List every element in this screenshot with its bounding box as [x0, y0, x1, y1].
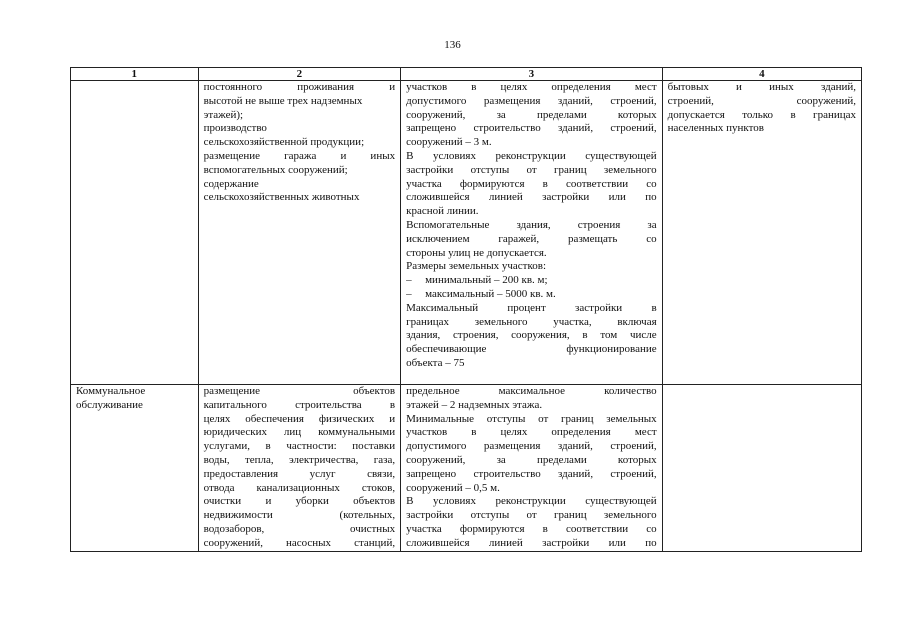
text-line: капитального строительства в [203, 398, 396, 411]
text-line: запрещено строительство зданий, строений, [406, 122, 657, 135]
text-line: сооружений – 3 м. [406, 136, 492, 149]
text-line: очистки и уборки объектов [203, 495, 396, 508]
text-line: водозаборов, очистных [203, 522, 396, 535]
list-item [406, 274, 657, 288]
column-header: 2 [198, 68, 400, 81]
text-line: обслуживание [76, 398, 143, 411]
text-line: предоставления услуг связи, [203, 467, 396, 480]
text-line: Максимальный процент застройки в [406, 301, 657, 314]
table-header-row [71, 68, 862, 81]
text-line: сооружений, за пределами которых [406, 108, 657, 121]
regulations-table [70, 67, 862, 552]
list-item-text: минимальный – 200 кв. м; [425, 274, 548, 287]
text-line: этажей – 2 надземных этажа. [406, 398, 543, 411]
text-line: В условиях реконструкции существующей [406, 149, 657, 162]
text-line: Размеры земельных участков: [406, 260, 547, 273]
text-line: застройки отступы от границ земельного [406, 509, 657, 522]
page-number: 136 [444, 39, 461, 51]
column-header: 1 [71, 68, 199, 81]
text-line: допустимого размещения зданий, строений, [406, 94, 657, 107]
text-line: сельскохозяйственной продукции; [203, 136, 365, 149]
text-line: участков в целях определения мест [406, 426, 657, 439]
text-line: бытовых и иных зданий, [667, 81, 856, 93]
text-line: сложившейся линией застройки или по [406, 536, 657, 549]
text-line: стороны улиц не допускается. [406, 246, 547, 259]
text-line: участка формируются в соответствии со [406, 522, 657, 535]
text-line: отвода канализационных стоков, [203, 481, 396, 494]
text-line: допускается только в границах [667, 108, 856, 121]
text-line: сельскохозяйственных животных [203, 191, 360, 204]
list-item [406, 288, 657, 302]
table-cell-type [71, 385, 199, 552]
text-line: сооружений – 0,5 м. [406, 481, 500, 494]
text-line: здания, строения, сооружения, в том числе [406, 329, 657, 342]
text-line: размещение гаража и иных [203, 149, 396, 162]
text-line: красной линии. [406, 205, 479, 218]
table-cell-restrictions [662, 81, 861, 385]
text-line: сооружений, насосных станций, [203, 536, 396, 549]
text-line: допустимого размещения зданий, строений, [406, 440, 657, 453]
column-header: 3 [401, 68, 663, 81]
text-line: сложившейся линией застройки или по [406, 191, 657, 204]
text-line: высотой не выше трех надземных [203, 94, 363, 107]
text-line: запрещено строительство зданий, строений, [406, 467, 657, 480]
text-line: Минимальные отступы от границ земельных [406, 412, 657, 425]
dash-marker: – [406, 274, 412, 287]
text-line: воды, тепла, электричества, газа, [203, 453, 396, 466]
text-line: сооружений, за пределами которых [406, 453, 657, 466]
table-cell-description [198, 385, 400, 552]
text-line: юридических лиц коммунальными [203, 426, 396, 439]
text-line: этажей); [203, 108, 244, 121]
text-line: застройки отступы от границ земельного [406, 163, 657, 176]
text-line: недвижимости (котельных, [203, 509, 396, 522]
text-line: производство [203, 122, 267, 135]
table-row [71, 81, 862, 385]
text-line: Коммунальное [76, 385, 146, 397]
text-line: участков в целях определения мест [406, 81, 657, 93]
text-line: строений, сооружений, [667, 94, 856, 107]
text-line: постоянного проживания и [203, 81, 396, 93]
table-cell-parameters [401, 385, 663, 552]
text-line: Вспомогательные здания, строения за [406, 218, 657, 231]
text-line: обеспечивающие функционирование [406, 343, 657, 356]
table-cell-description [198, 81, 400, 385]
text-line: населенных пунктов [667, 122, 764, 135]
text-line: предельное максимальное количество [406, 385, 657, 397]
table-cell-type [71, 81, 199, 385]
text-line: вспомогательных сооружений; [203, 163, 348, 176]
dash-marker: – [406, 287, 412, 300]
text-line: участка формируются в соответствии со [406, 177, 657, 190]
text-line: исключением гаражей, размещать со [406, 232, 657, 245]
table-row [71, 385, 862, 552]
text-line: размещение объектов [203, 385, 396, 397]
table-cell-restrictions [662, 385, 861, 552]
list-item-text: максимальный – 5000 кв. м. [425, 287, 556, 300]
text-line: целях обеспечения физических и [203, 412, 396, 425]
text-line: В условиях реконструкции существующей [406, 495, 657, 508]
text-line: объекта – 75 [406, 356, 465, 369]
table-cell-parameters [401, 81, 663, 385]
text-line: границах земельного участка, включая [406, 315, 657, 328]
column-header: 4 [662, 68, 861, 81]
text-line: содержание [203, 177, 259, 190]
text-line: услугами, в частности: поставки [203, 440, 396, 453]
